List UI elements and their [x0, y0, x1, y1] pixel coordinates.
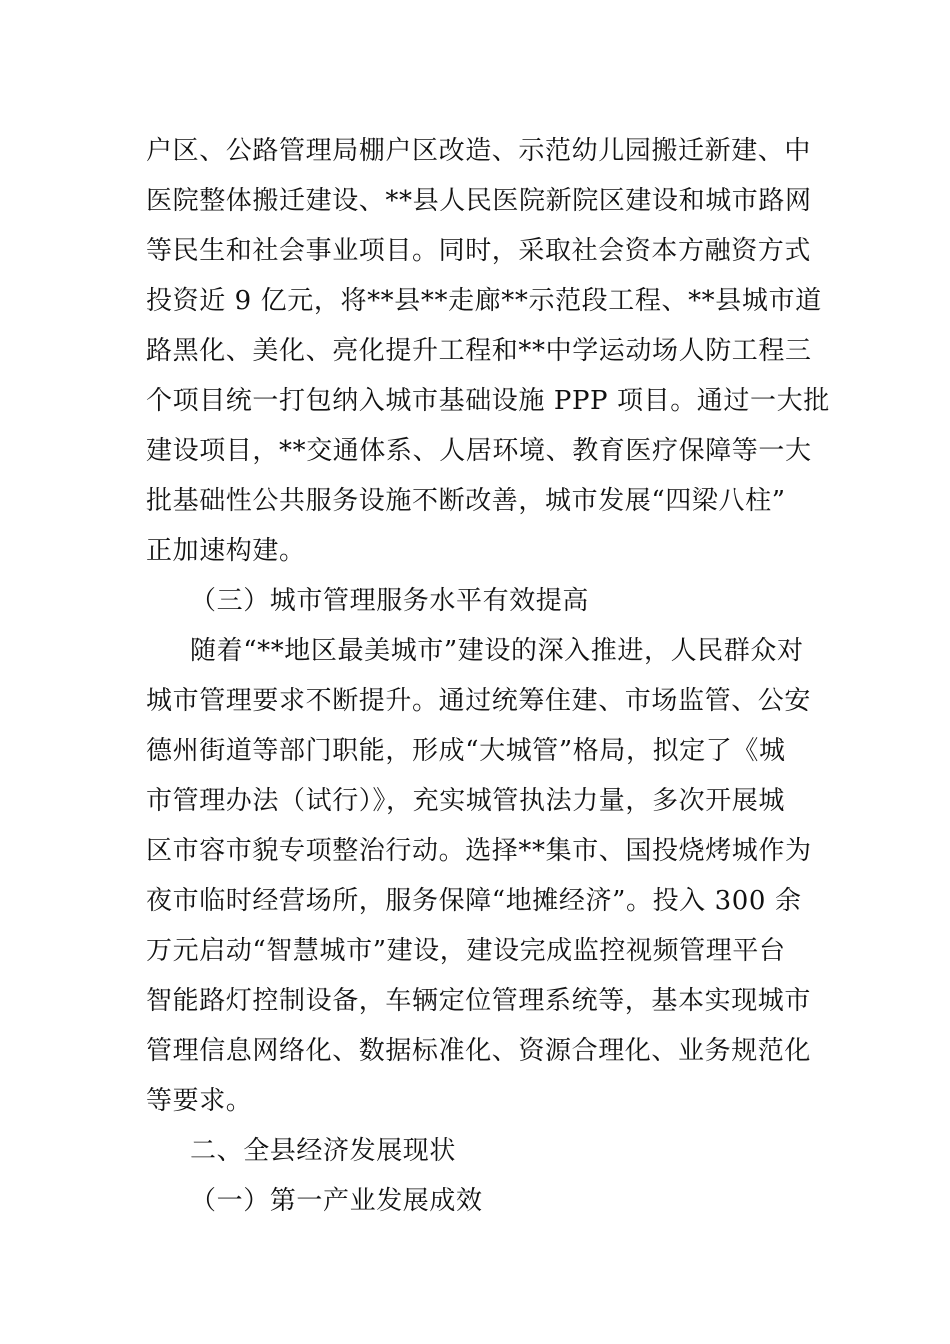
document-body: [146, 126, 830, 1226]
body-text-line: 户区、公路管理局棚户区改造、示范幼儿园搬迁新建、中: [146, 136, 812, 166]
body-text-line: 智能路灯控制设备，车辆定位管理系统等，基本实现城市: [146, 986, 812, 1016]
body-text-line: 医院整体搬迁建设、**县人民医院新院区建设和城市路网: [146, 186, 812, 216]
body-text-line: 市管理办法（试行）》，充实城管执法力量，多次开展城: [146, 786, 786, 816]
section-heading: （一）第一产业发展成效: [190, 1186, 483, 1216]
body-text-line: 德州街道等部门职能，形成“大城管”格局，拟定了《城: [146, 736, 786, 766]
body-text-line: 夜市临时经营场所，服务保障“地摊经济”。投入 300 余: [146, 886, 802, 916]
paragraph-first-line: 随着“**地区最美城市”建设的深入推进，人民群众对: [190, 636, 804, 666]
body-text-line: 管理信息网络化、数据标准化、资源合理化、业务规范化: [146, 1036, 812, 1066]
body-text-line: 建设项目，**交通体系、人居环境、教育医疗保障等一大: [146, 436, 812, 466]
body-text-line: 等民生和社会事业项目。同时，采取社会资本方融资方式: [146, 236, 812, 266]
body-text-line: 路黑化、美化、亮化提升工程和**中学运动场人防工程三: [146, 336, 812, 366]
body-text-line: 个项目统一打包纳入城市基础设施 PPP 项目。通过一大批: [146, 386, 830, 416]
body-text-line: 城市管理要求不断提升。通过统筹住建、市场监管、公安: [146, 686, 812, 716]
body-text-line: 投资近 9 亿元，将**县**走廊**示范段工程、**县城市道: [146, 286, 822, 316]
body-text-line: 批基础性公共服务设施不断改善，城市发展“四梁八柱”: [146, 486, 786, 516]
body-text-line: 正加速构建。: [146, 536, 306, 566]
section-heading: （三）城市管理服务水平有效提高: [190, 586, 590, 616]
body-text-line: 万元启动“智慧城市”建设，建设完成监控视频管理平台: [146, 936, 786, 966]
body-text-line: 等要求。: [146, 1086, 253, 1116]
body-text-line: 区市容市貌专项整治行动。选择**集市、国投烧烤城作为: [146, 836, 812, 866]
chapter-heading: 二、全县经济发展现状: [190, 1136, 457, 1166]
